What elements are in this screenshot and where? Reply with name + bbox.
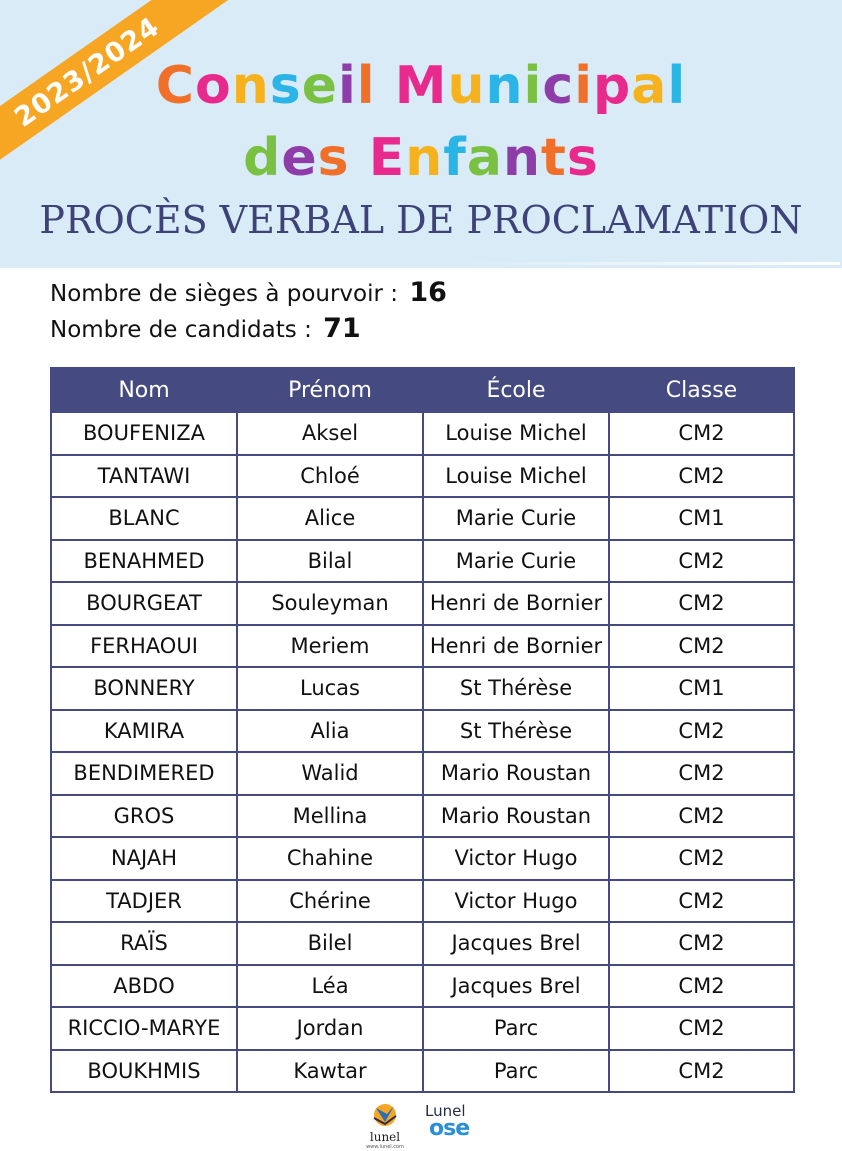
cell-prenom: Walid [237,752,423,795]
cell-nom: RICCIO-MARYE [51,1007,237,1050]
cell-prenom: Souleyman [237,582,423,625]
year-ribbon-text: 2023/2024 [8,10,166,134]
cell-prenom: Bilal [237,540,423,583]
table-row [51,922,794,965]
seats-value: 16 [409,277,447,308]
title-line-2-text: des Enfants [243,128,599,188]
cell-nom: BOUKHMIS [51,1050,237,1093]
lunel-mark-icon [370,1100,400,1130]
cell-classe: CM2 [609,710,794,753]
cell-classe: CM2 [609,837,794,880]
cell-classe: CM1 [609,667,794,710]
cell-nom: RAÏS [51,922,237,965]
cell-prenom: Alia [237,710,423,753]
cell-nom: FERHAOUI [51,625,237,668]
candidates-value: 71 [323,313,361,344]
cell-nom: TADJER [51,880,237,923]
column-header-prenom: Prénom [237,368,423,412]
cell-ecole: Parc [423,1007,609,1050]
cell-prenom: Chérine [237,880,423,923]
cell-classe: CM2 [609,795,794,838]
cell-nom: TANTAWI [51,455,237,498]
cell-prenom: Jordan [237,1007,423,1050]
cell-ecole: Mario Roustan [423,752,609,795]
table-header-row [51,368,794,412]
cell-ecole: St Thérèse [423,667,609,710]
cell-nom: ABDO [51,965,237,1008]
cell-ecole: Parc [423,1050,609,1093]
lunel-logo-word: lunel [369,1130,401,1144]
cell-ecole: Jacques Brel [423,922,609,965]
header-banner [0,0,842,268]
cell-prenom: Aksel [237,412,423,455]
cell-ecole: Marie Curie [423,540,609,583]
title-line-1 [0,56,842,116]
cell-ecole: Victor Hugo [423,880,609,923]
cell-prenom: Chahine [237,837,423,880]
table-row [51,582,794,625]
cell-prenom: Alice [237,497,423,540]
page-subtitle: PROCÈS VERBAL DE PROCLAMATION [39,198,803,242]
cell-classe: CM2 [609,540,794,583]
table-row [51,837,794,880]
cell-prenom: Léa [237,965,423,1008]
table-row [51,455,794,498]
cell-classe: CM2 [609,965,794,1008]
table-row [51,625,794,668]
cell-ecole: Victor Hugo [423,837,609,880]
table-row [51,412,794,455]
cell-nom: NAJAH [51,837,237,880]
cell-classe: CM2 [609,922,794,965]
cell-nom: BOURGEAT [51,582,237,625]
cell-nom: BOUFENIZA [51,412,237,455]
title-line-2 [0,128,842,188]
ose-logo-bottom: ose [429,1116,470,1141]
lunel-logo-url: www.lunel.com [366,1144,404,1150]
cell-ecole: Marie Curie [423,497,609,540]
cell-ecole: Louise Michel [423,412,609,455]
seats-line [50,278,447,309]
cell-classe: CM2 [609,1050,794,1093]
cell-classe: CM2 [609,880,794,923]
table-row [51,752,794,795]
cell-ecole: Mario Roustan [423,795,609,838]
cell-nom: KAMIRA [51,710,237,753]
footer-logos [0,1100,842,1151]
cell-nom: BONNERY [51,667,237,710]
cell-classe: CM2 [609,625,794,668]
elected-table [50,367,795,1093]
cell-classe: CM2 [609,455,794,498]
title-line-1-text: Conseil Municipal [155,56,687,116]
table-body [51,412,794,1092]
cell-classe: CM2 [609,412,794,455]
lunel-ose-logo [425,1102,485,1148]
cell-prenom: Lucas [237,667,423,710]
candidates-line [50,314,361,345]
cell-prenom: Chloé [237,455,423,498]
cell-classe: CM2 [609,1007,794,1050]
cell-ecole: Jacques Brel [423,965,609,1008]
column-header-classe: Classe [609,368,794,412]
cell-classe: CM1 [609,497,794,540]
table-row [51,667,794,710]
candidates-label: Nombre de candidats : [50,317,312,343]
cell-prenom: Meriem [237,625,423,668]
cell-prenom: Mellina [237,795,423,838]
cell-nom: GROS [51,795,237,838]
table-row [51,880,794,923]
cell-nom: BENDIMERED [51,752,237,795]
cell-nom: BLANC [51,497,237,540]
cell-classe: CM2 [609,582,794,625]
cell-ecole: Henri de Bornier [423,625,609,668]
cell-ecole: St Thérèse [423,710,609,753]
table-row [51,710,794,753]
table-row [51,795,794,838]
ose-logo-top: Lunel [425,1102,466,1120]
table-row [51,965,794,1008]
table-row [51,540,794,583]
cell-ecole: Henri de Bornier [423,582,609,625]
cell-prenom: Bilel [237,922,423,965]
column-header-nom: Nom [51,368,237,412]
cell-nom: BENAHMED [51,540,237,583]
table-row [51,497,794,540]
table-row [51,1007,794,1050]
header-divider [460,262,840,265]
cell-prenom: Kawtar [237,1050,423,1093]
table-row [51,1050,794,1093]
column-header-ecole: École [423,368,609,412]
lunel-logo [365,1100,405,1150]
cell-classe: CM2 [609,752,794,795]
cell-ecole: Louise Michel [423,455,609,498]
seats-label: Nombre de sièges à pourvoir : [50,281,399,307]
